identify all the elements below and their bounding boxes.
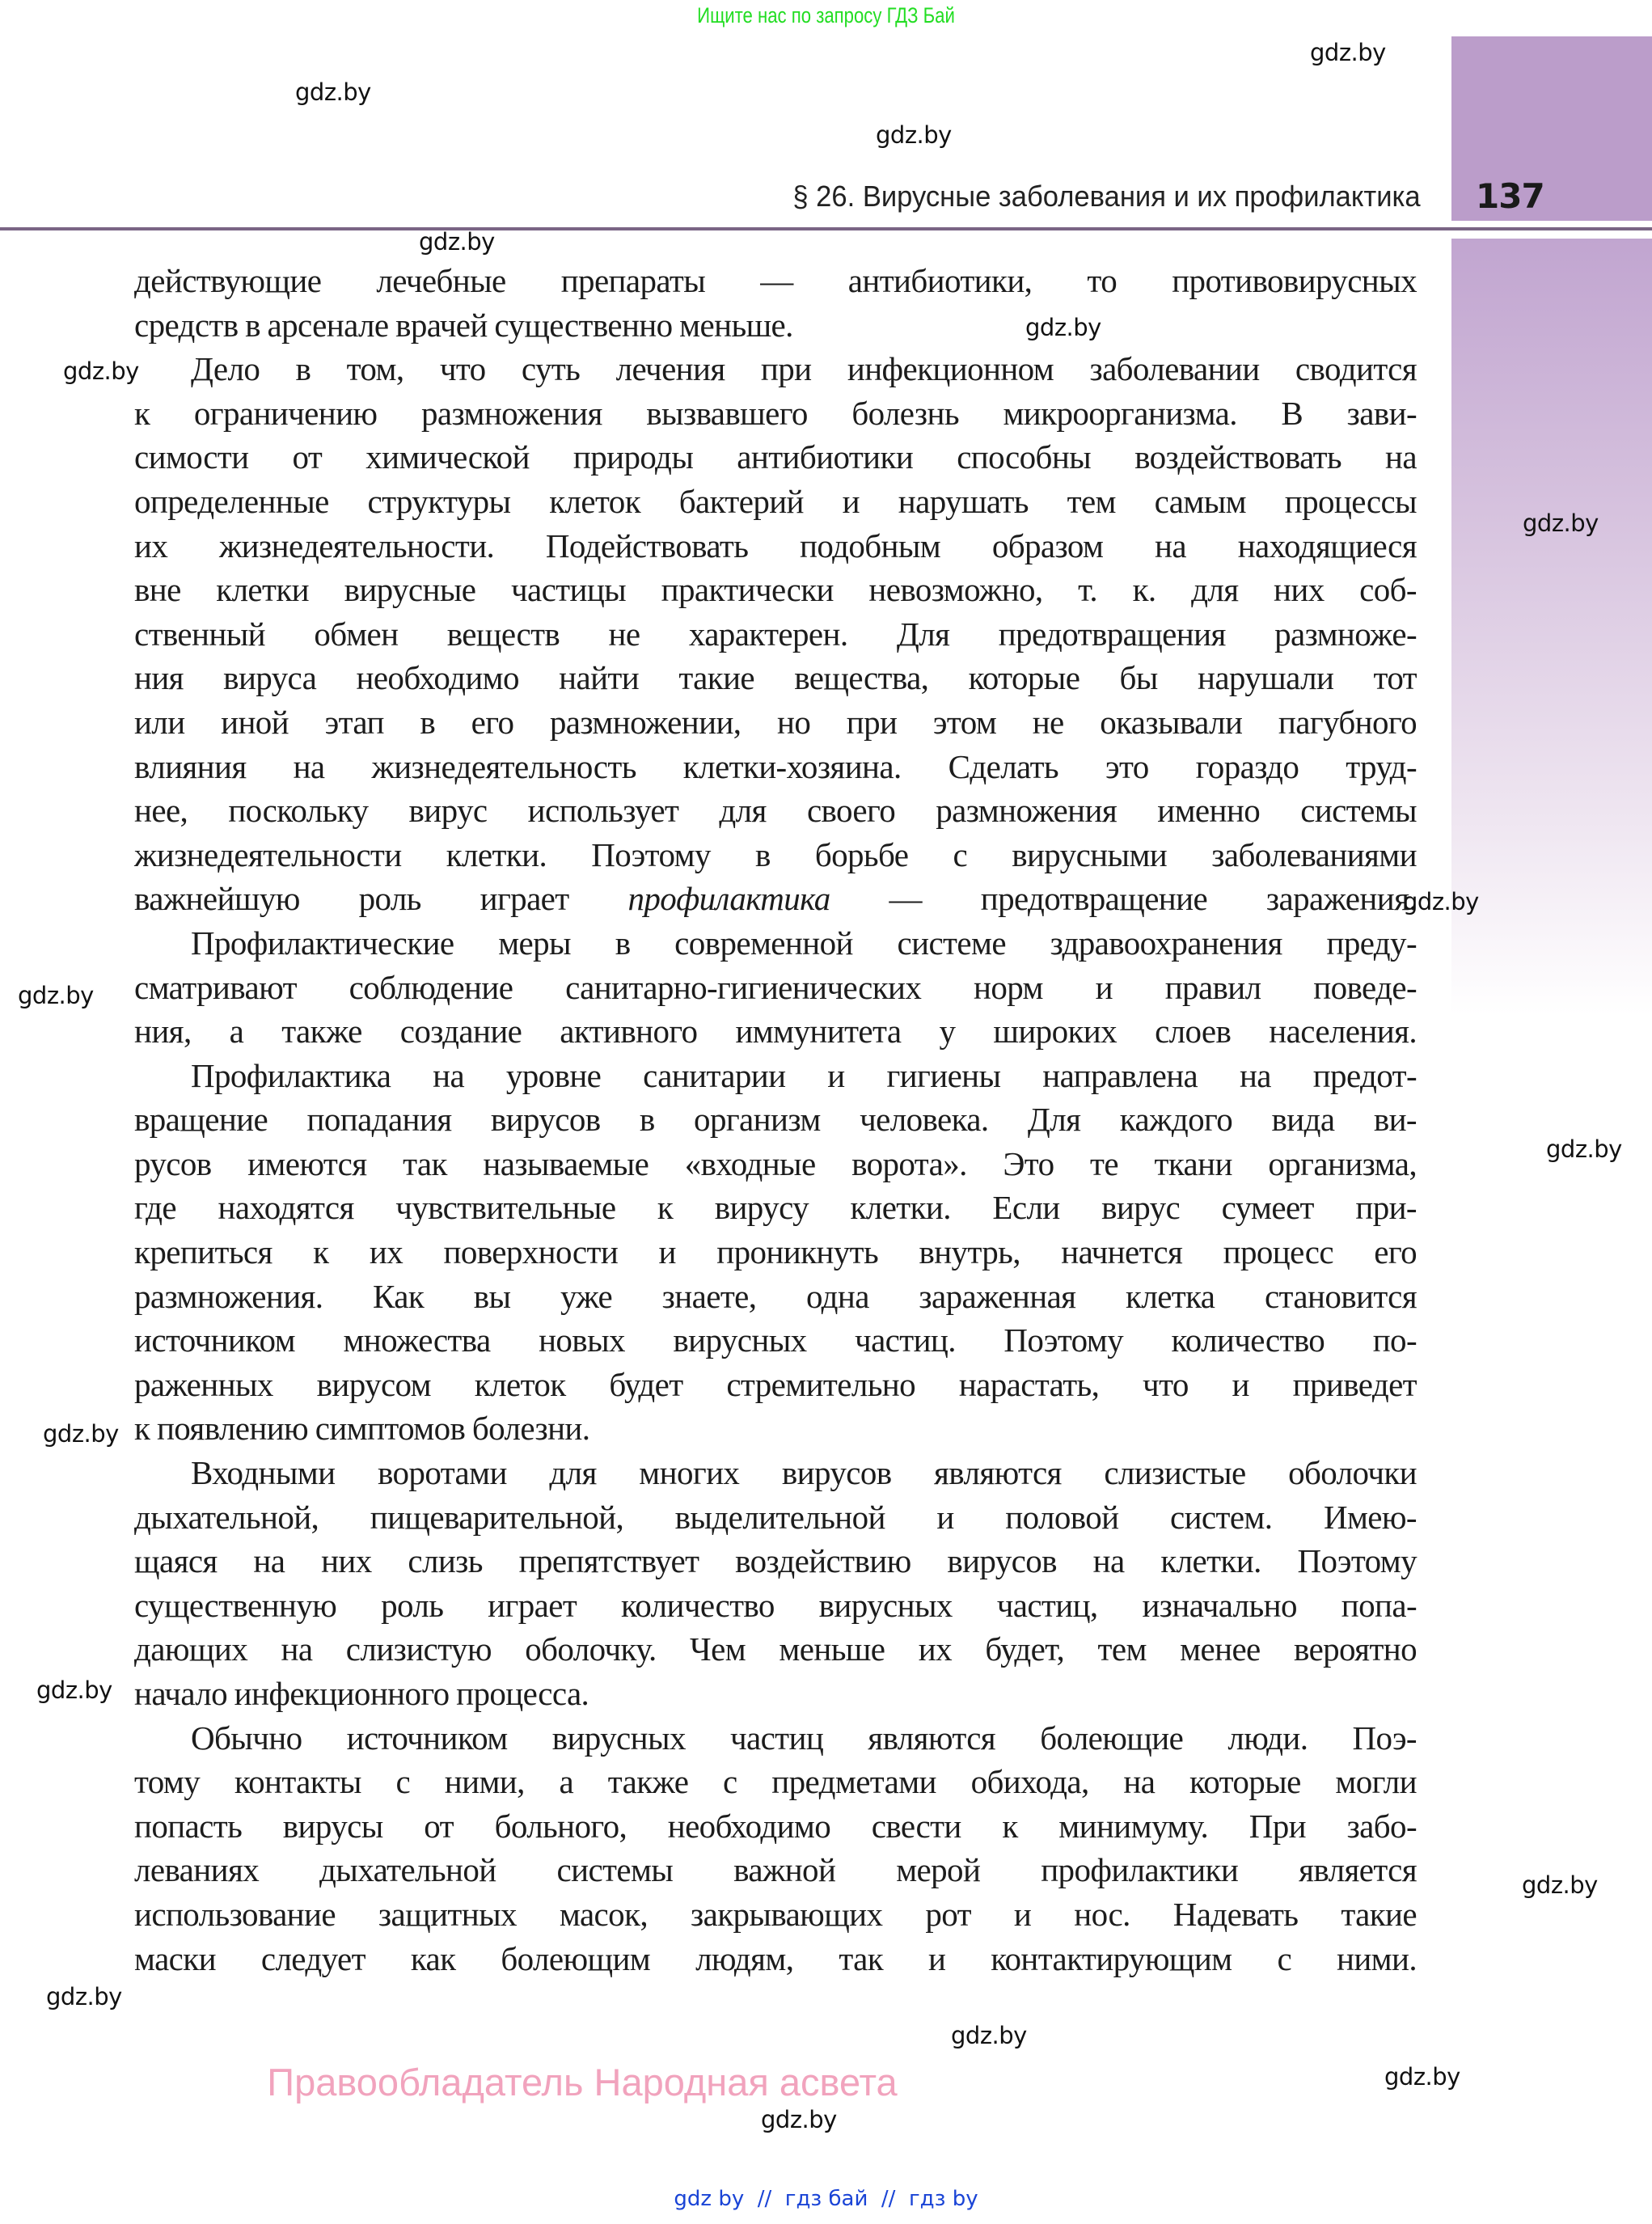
text-line: дающих на слизистую оболочку. Чем меньше их будет, тем менее вероятно	[134, 1630, 1417, 1668]
watermark-text: gdz.by	[761, 2106, 837, 2133]
text-line: крепиться к их поверхности и проникнуть внутрь, начнется процесс его	[134, 1233, 1417, 1271]
copyright-notice: Правообладатель Народная асвета	[267, 2061, 898, 2103]
watermark-text: gdz.by	[951, 2022, 1027, 2049]
emphasized-term: профилактика	[627, 880, 830, 918]
text-line: к появлению симптомов болезни.	[134, 1410, 590, 1448]
text-line: ственный обмен веществ не характерен. Для предотвращения размноже-	[134, 615, 1417, 653]
page-number: 137	[1476, 176, 1544, 216]
text-line: или иной этап в его размножении, но при этом не оказывали пагубного	[134, 703, 1417, 741]
text-line: влияния на жизнедеятельность клетки-хозяина. Сделать это гораздо труд-	[134, 747, 1417, 785]
text-line: дыхательной, пищеварительной, выделительной и половой систем. Имею-	[134, 1498, 1417, 1536]
text-line: раженных вирусом клеток будет стремительно нарастать, что и приведет	[134, 1365, 1417, 1403]
text-line: маски следует как болеющим людям, так и контактирующим с ними.	[134, 1939, 1417, 1977]
text-line: Профилактические меры в современной системе здравоохранения преду-	[191, 924, 1417, 962]
watermark-text: gdz.by	[36, 1676, 112, 1704]
text-line: где находятся чувствительные к вирусу клетки. Если вирус сумеет при-	[134, 1189, 1417, 1227]
watermark-text: gdz.by	[295, 78, 371, 106]
text-line: Профилактика на уровне санитарии и гигиены направлена на предот-	[191, 1056, 1417, 1094]
body-text	[134, 259, 1417, 1981]
text-line: щаяся на них слизь препятствует воздействию вирусов на клетки. Поэтому	[134, 1542, 1417, 1580]
watermark-text: gdz.by	[43, 1420, 119, 1448]
text-line: вне клетки вирусные частицы практически невозможно, т. к. для них соб-	[134, 571, 1417, 609]
watermark-text: gdz.by	[18, 982, 94, 1009]
text-line: существенную роль играет количество вирусных частиц, изначально попа-	[134, 1586, 1417, 1624]
text-line: жизнедеятельности клетки. Поэтому в борьбе с вирусными заболеваниями	[134, 835, 1417, 873]
text-line: важнейшую роль играет профилактика — предотвращение заражения.	[134, 880, 1417, 918]
running-head: § 26. Вирусные заболевания и их профилактика	[792, 180, 1421, 213]
text-line: симости от химической природы антибиотики способны воздействовать на	[134, 438, 1417, 476]
text-line: источником множества новых вирусных частиц. Поэтому количество по-	[134, 1321, 1417, 1359]
watermark-text: gdz.by	[1523, 509, 1599, 537]
text-line: попасть вирусы от больного, необходимо свести к минимуму. При забо-	[134, 1807, 1417, 1845]
watermark-text: gdz.by	[46, 1983, 122, 2010]
watermark-text: gdz.by	[63, 357, 139, 385]
text-line: размножения. Как вы уже знаете, одна зараженная клетка становится	[134, 1277, 1417, 1315]
watermark-text: gdz.by	[1384, 2063, 1460, 2091]
text-line: действующие лечебные препараты — антибиотики, то противовирусных	[134, 262, 1417, 299]
text-line: леваниях дыхательной системы важной мерой профилактики является	[134, 1851, 1417, 1889]
text-line: тому контакты с ними, а также с предметами обихода, на которые могли	[134, 1763, 1417, 1801]
watermark-text: gdz.by	[1310, 39, 1386, 66]
text-line: нее, поскольку вирус использует для своего размножения именно системы	[134, 792, 1417, 830]
search-banner: Ищите нас по запросу ГДЗ Бай	[697, 3, 955, 27]
text-line: русов имеются так называемые «входные ворота». Это те ткани организма,	[134, 1144, 1417, 1182]
text-line: начало инфекционного процесса.	[134, 1675, 589, 1712]
text-line: Дело в том, что суть лечения при инфекционном заболевании сводится	[191, 350, 1417, 388]
text-line: вращение попадания вирусов в организм человека. Для каждого вида ви-	[134, 1101, 1417, 1139]
header-rule	[0, 227, 1652, 230]
watermark-text: gdz.by	[419, 228, 495, 256]
watermark-text: gdz.by	[876, 121, 952, 149]
text-line: Входными воротами для многих вирусов являются слизистые оболочки	[191, 1454, 1417, 1492]
text-line: ния, а также создание активного иммунитета у широких слоев населения.	[134, 1013, 1417, 1051]
text-line: сматривают соблюдение санитарно-гигиенических норм и правил поведе-	[134, 968, 1417, 1006]
text-line: ния вируса необходимо найти такие вещества, которые бы нарушали тот	[134, 659, 1417, 697]
text-line: определенные структуры клеток бактерий и нарушать тем самым процессы	[134, 482, 1417, 520]
watermark-text: gdz.by	[1403, 888, 1479, 915]
margin-gradient-bar	[1451, 239, 1652, 1015]
footer-links[interactable]: gdz by // гдз бай // гдз by	[674, 2187, 978, 2211]
watermark-text: gdz.by	[1025, 314, 1101, 341]
watermark-text: gdz.by	[1546, 1135, 1622, 1163]
text-line: к ограничению размножения вызвавшего болезнь микроорганизма. В зави-	[134, 394, 1417, 432]
text-line: средств в арсенале врачей существенно меньше.	[134, 306, 793, 344]
text-line: их жизнедеятельности. Подействовать подобным образом на находящиеся	[134, 526, 1417, 564]
text-line: Обычно источником вирусных частиц являются болеющие люди. Поэ-	[191, 1719, 1417, 1757]
watermark-text: gdz.by	[1522, 1871, 1598, 1899]
text-line: использование защитных масок, закрывающих рот и нос. Надевать такие	[134, 1895, 1417, 1933]
